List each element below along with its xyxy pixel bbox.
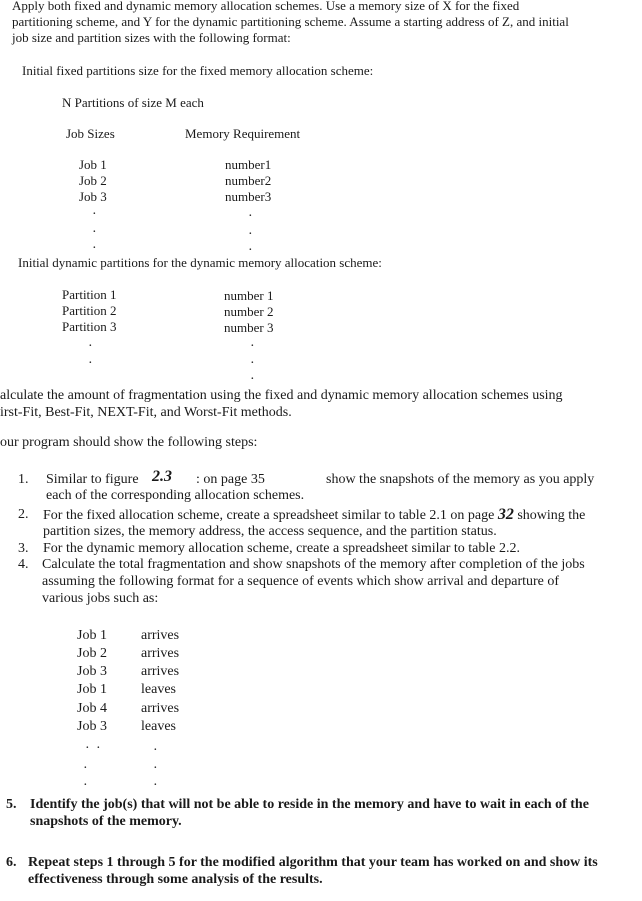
continuation-dot: · [85, 741, 90, 756]
continuation-dot: · [88, 339, 93, 354]
intro-line-3: job size and partition sizes with the following format: [12, 30, 291, 45]
step-4-line-2: assuming the following format for a sequence of events which show arrival and departure of [42, 574, 560, 589]
continuation-dot: · [250, 356, 255, 371]
step-2-page: 32 [497, 506, 514, 523]
fixed-req-2: number2 [225, 173, 272, 188]
calc-line-1: alculate the amount of fragmentation using the fixed and dynamic memory allocation schemes using [0, 388, 563, 403]
fixed-job-1: Job 1 [79, 157, 107, 172]
step-3-number: 3. [18, 541, 29, 556]
dyn-partition-1: Partition 1 [62, 287, 117, 302]
continuation-dot: · [96, 741, 101, 756]
continuation-dot: · [153, 743, 158, 758]
continuation-dot: · [248, 243, 253, 258]
continuation-dot: · [248, 209, 253, 224]
step-1-text-c: show the snapshots of the memory as you apply [326, 472, 595, 487]
event-job-4: Job 1 [77, 682, 107, 697]
event-action-3: arrives [141, 664, 180, 679]
event-action-2: arrives [141, 646, 180, 661]
dyn-number-1: number 1 [224, 288, 274, 303]
step-1-line-2: each of the corresponding allocation schemes. [46, 488, 305, 503]
step-5-number: 5. [6, 797, 17, 812]
continuation-dot: · [83, 778, 88, 793]
step-2-number: 2. [18, 507, 29, 522]
continuation-dot: · [250, 372, 255, 387]
dyn-number-2: number 2 [224, 304, 274, 319]
step-2-text-b: showing the [513, 508, 586, 523]
step-4-line-1: Calculate the total fragmentation and show snapshots of the memory after completion of the jobs [42, 557, 585, 572]
steps-intro: our program should show the following steps: [0, 435, 258, 450]
event-action-5: arrives [141, 701, 180, 716]
fixed-job-2: Job 2 [79, 173, 107, 188]
fixed-job-3: Job 3 [79, 189, 107, 204]
step-4-number: 4. [18, 557, 29, 572]
continuation-dot: · [92, 207, 97, 222]
step-1-figure: 2.3 [152, 468, 172, 485]
step-4-line-3: various jobs such as: [42, 591, 159, 606]
col-job-sizes: Job Sizes [66, 126, 115, 141]
step-6-line-1: Repeat steps 1 through 5 for the modified algorithm that your team has worked on and show its [28, 855, 598, 870]
continuation-dot: · [88, 356, 93, 371]
step-2-line-2: partition sizes, the memory address, the access sequence, and the partition status. [43, 524, 497, 539]
dyn-partition-2: Partition 2 [62, 303, 117, 318]
fixed-partitions-line: N Partitions of size M each [62, 95, 204, 110]
step-5-line-2: snapshots of the memory. [30, 814, 182, 829]
continuation-dot: · [92, 241, 97, 256]
intro-line-1: Apply both fixed and dynamic memory allocation schemes. Use a memory size of X for the fixed [12, 0, 520, 13]
event-job-1: Job 1 [77, 628, 107, 643]
calc-line-2: irst-Fit, Best-Fit, NEXT-Fit, and Worst-Fit methods. [0, 405, 292, 420]
event-job-6: Job 3 [77, 719, 107, 734]
step-2-line-1 [43, 507, 585, 524]
intro-line-2: partitioning scheme, and Y for the dynamic partitioning scheme. Assume a starting address of Z, and initial [12, 14, 569, 29]
step-2-text-a: For the fixed allocation scheme, create a spreadsheet similar to table 2.1 on page [43, 508, 498, 523]
event-action-4: leaves [141, 682, 176, 697]
continuation-dot: · [248, 227, 253, 242]
step-3-line-1: For the dynamic memory allocation scheme, create a spreadsheet similar to table 2.2. [43, 541, 520, 556]
col-memory-requirement: Memory Requirement [185, 126, 301, 141]
continuation-dot: · [92, 225, 97, 240]
dyn-partition-3: Partition 3 [62, 319, 117, 334]
step-1-text-a: Similar to figure [46, 472, 139, 487]
continuation-dot: · [153, 778, 158, 793]
event-job-5: Job 4 [77, 701, 107, 716]
fixed-req-3: number3 [225, 189, 272, 204]
event-action-1: arrives [141, 628, 180, 643]
event-job-2: Job 2 [77, 646, 107, 661]
step-6-line-2: effectiveness through some analysis of the results. [28, 872, 323, 887]
step-1-text-b: : on page 35 [196, 472, 265, 487]
step-1-number: 1. [18, 472, 29, 487]
dyn-number-3: number 3 [224, 320, 274, 335]
step-6-number: 6. [6, 855, 17, 870]
event-job-3: Job 3 [77, 664, 107, 679]
dynamic-heading: Initial dynamic partitions for the dynamic memory allocation scheme: [18, 255, 382, 270]
continuation-dot: · [250, 339, 255, 354]
fixed-heading: Initial fixed partitions size for the fixed memory allocation scheme: [22, 63, 374, 78]
fixed-req-1: number1 [225, 157, 272, 172]
continuation-dot: · [153, 761, 158, 776]
continuation-dot: · [83, 761, 88, 776]
event-action-6: leaves [141, 719, 176, 734]
step-5-line-1: Identify the job(s) that will not be able to reside in the memory and have to wait in each of the [30, 797, 589, 812]
